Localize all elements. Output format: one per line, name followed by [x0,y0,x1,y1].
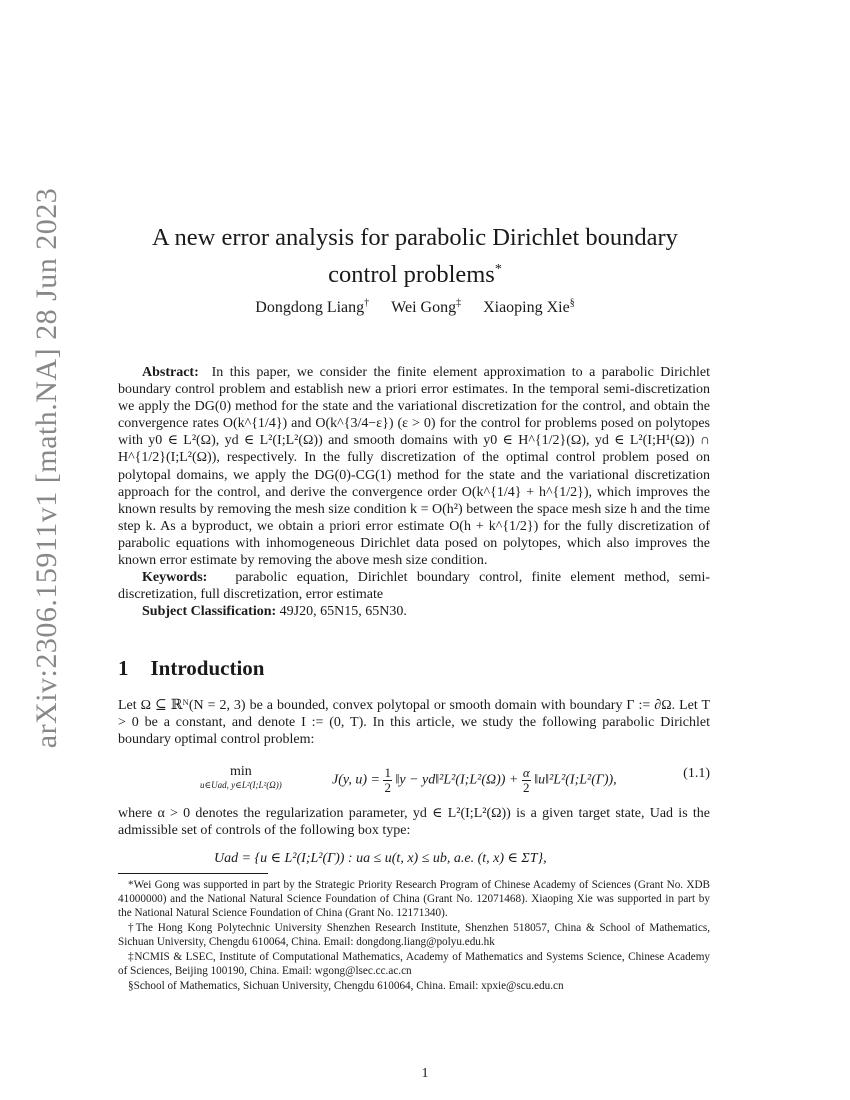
footnote-divider [118,873,268,874]
arxiv-watermark: arXiv:2306.15911v1 [math.NA] 28 Jun 2023 [30,187,63,749]
paper-title [120,222,710,291]
title-footnote-mark: * [494,262,502,277]
author: Dongdong Liang† [255,298,370,317]
section-heading [118,656,264,681]
equation-admissible-set: Uad = {u ∈ L²(I;L²(Γ)) : ua ≤ u(t, x) ≤ ub, a.e. (t, x) ∈ ΣT}, [214,851,547,866]
intro-paragraph-1 [118,697,710,748]
footnote: †The Hong Kong Polytechnic University Shenzhen Research Institute, Shenzhen 518057, China & School of Mathematics, Sichuan University, Chengdu 610064, China. Email: dongdong.liang@polyu.edu.hk [118,922,710,948]
intro-text-1: Let Ω ⊆ ℝᴺ(N = 2, 3) be a bounded, convex polytopal or smooth domain with boundary Γ := ∂Ω. Let T > 0 be a constant, and denote I := (0, T). In this article, we study the following parabolic Dirichlet boundary optimal control problem: [118,698,710,747]
abstract-block [118,364,710,620]
eq-fraction-alpha: $\frac{\alpha}{2}$ [522,765,530,795]
footnote: §School of Mathematics, Sichuan University, Chengdu 610064, China. Email: xpxie@scu.edu.cn [128,980,564,992]
author: Xiaoping Xie§ [483,298,575,317]
footnotes [118,878,710,994]
eq-fraction-half: $\frac{1}{2}$ [384,765,391,795]
eq-objective: J(y, u) = $\frac{1}{2}$ ‖y − yd‖²L²(I;L²(Ω)) + $\frac{\alpha}{2}$ ‖u‖²L²(I;L²(Γ)), [332,765,617,795]
author-list [120,298,710,317]
keywords-label: Keywords: [142,570,208,586]
eq-min-operator: min u∈Uad, y∈L²(I;L²(Ω)) [200,764,282,790]
intro-text-2: where α > 0 denotes the regularization parameter, yd ∈ L²(I;L²(Ω)) is a given target state, Uad is the admissible set of controls of the following box type: [118,806,710,838]
footnote: *Wei Gong was supported in part by the Strategic Priority Research Program of Chinese Academy of Sciences (Grant No. XDB 41000000) and the National Natural Science Foundation of China (Grant No. 12071468). Xiaoping Xie was supported in part by the National Natural Science Foundation of China (Grant No. 12171340). [118,879,710,919]
classification-label: Subject Classification: [142,604,277,620]
classification-line [118,603,710,620]
keywords-text: parabolic equation, Dirichlet boundary control, finite element method, semi-discretization, full discretization, error estimate [118,570,710,603]
title-line-2: control problems* [328,261,502,289]
section-title: Introduction [150,656,265,680]
equation-number: (1.1) [683,766,710,781]
page-number: 1 [421,1066,429,1081]
classification-text: 49J20, 65N15, 65N30. [279,604,407,620]
section-number: 1 [118,656,129,680]
equation-1-1 [118,760,710,795]
footnote: ‡NCMIS & LSEC, Institute of Computational Mathematics, Academy of Mathematics and Systems Science, Chinese Academy of Sciences, Beijing 100190, China. Email: wgong@lsec.cc.ac.cn [118,951,710,977]
author: Wei Gong‡ [391,298,462,317]
keywords-line [118,569,710,603]
title-line-1: A new error analysis for parabolic Dirichlet boundary [152,224,678,251]
abstract-label: Abstract: [142,365,199,380]
abstract-text: In this paper, we consider the finite element approximation to a parabolic Dirichlet boundary control problem and establish new a priori error estimates. In the temporal semi-discretization we apply the DG(0) method for the state and the variational discretization for the control, and obtain the convergence rates O(k^{1/4}) and O(k^{3/4−ε}) (ε > 0) for the control for problems posed on polytopes with y0 ∈ L²(Ω), yd ∈ L²(I;L²(Ω)) and smooth domains with y0 ∈ H^{1/2}(Ω), yd ∈ L²(I;H¹(Ω)) ∩ H^{1/2}(I;L²(Ω)), respectively. In the fully discretization of the optimal control problem posed on polytopal domains, we apply the DG(0)-CG(1) method for the state and the variational discretization approach for the control, and derive the convergence order O(k^{1/4} + h^{1/2}), which improves the known results by removing the mesh size condition k = O(h²) between the space mesh size h and the time step k. As a byproduct, we obtain a priori error estimate O(h + k^{1/2}) for the fully discretization of parabolic equations with inhomogeneous Dirichlet data posed on polytopes, which also improves the known error estimate by removing the above mesh size condition. [118,365,710,569]
abstract-paragraph [118,364,710,569]
intro-paragraph-2 [118,805,710,839]
